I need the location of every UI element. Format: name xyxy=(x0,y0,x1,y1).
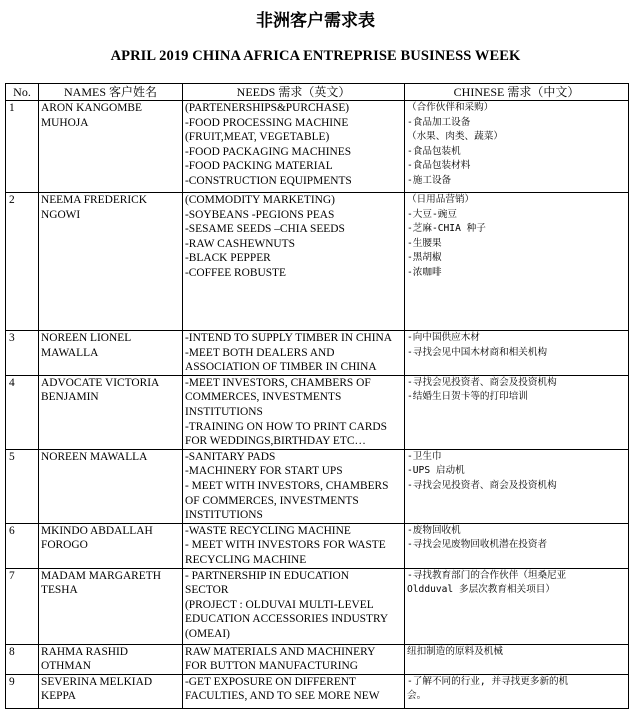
needs-chinese-cell xyxy=(405,523,629,568)
needs-english-cell-line: -SESAME SEEDS –CHIA SEEDS xyxy=(185,223,345,236)
table-row xyxy=(6,568,629,644)
customer-name-cell-line: NGOWI xyxy=(41,208,81,221)
needs-english-cell xyxy=(183,331,405,376)
needs-english-cell-line: FACULTIES, AND TO SEE MORE NEW xyxy=(185,690,380,703)
needs-chinese-cell-line: -了解不同的行业, 并寻找更多新的机 xyxy=(407,675,569,687)
needs-chinese-cell-line: -寻找会见投资者、商会及投资机构 xyxy=(407,376,557,388)
header-chinese: CHINESE 需求（中文） xyxy=(405,84,629,101)
needs-chinese-cell xyxy=(405,193,629,331)
needs-chinese-cell-line: -大豆-豌豆 xyxy=(407,208,457,220)
needs-english-cell-line: -COFFEE ROBUSTE xyxy=(185,266,286,279)
header-needs: NEEDS 需求（英文） xyxy=(183,84,405,101)
customer-name-cell-line: ADVOCATE VICTORIA xyxy=(41,376,160,389)
needs-chinese-cell xyxy=(405,644,629,674)
needs-english-cell-line: (FRUIT,MEAT, VEGETABLE) xyxy=(185,131,330,144)
needs-english-cell-line: -INTEND TO SUPPLY TIMBER IN CHINA xyxy=(185,332,392,344)
needs-chinese-cell xyxy=(405,449,629,523)
needs-english-cell-line: SECTOR xyxy=(185,584,229,597)
needs-english-cell-line: - MEET WITH INVESTORS, CHAMBERS xyxy=(185,479,389,492)
table-row xyxy=(6,193,629,331)
needs-english-cell-line: FOR WEDDINGS,BIRTHDAY ETC… xyxy=(185,435,366,448)
needs-chinese-cell-line: -浓咖啡 xyxy=(407,266,442,278)
customer-name-cell-line: ARON KANGOMBE xyxy=(41,102,142,114)
needs-chinese-cell xyxy=(405,674,629,708)
customer-name-cell-line: BENJAMIN xyxy=(41,391,99,404)
needs-english-cell-line: (PROJECT : OLDUVAI MULTI-LEVEL xyxy=(185,598,374,611)
needs-english-cell-line: EDUCATION ACCESSORIES INDUSTRY xyxy=(185,613,389,626)
needs-chinese-cell-line: -寻找会见中国木材商和相关机构 xyxy=(407,346,548,358)
header-names: NAMES 客户姓名 xyxy=(39,84,183,101)
row-number-cell: 7 xyxy=(6,568,39,644)
needs-english-cell-line: -TRAINING ON HOW TO PRINT CARDS xyxy=(185,420,387,433)
needs-english-cell-line: (COMMODITY MARKETING) xyxy=(185,194,335,206)
needs-english-cell xyxy=(183,568,405,644)
needs-chinese-cell-line: -食品加工设备 xyxy=(407,116,471,128)
needs-english-cell-line: -CONSTRUCTION EQUIPMENTS xyxy=(185,174,352,187)
needs-english-cell-line: -FOOD PROCESSING MACHINE xyxy=(185,116,349,129)
needs-english-cell-line: RAW MATERIALS AND MACHINERY xyxy=(185,645,376,658)
needs-english-cell-line: -MEET BOTH DEALERS AND xyxy=(185,346,335,359)
customer-name-cell-line: NOREEN MAWALLA xyxy=(41,450,148,463)
row-number-cell: 1 xyxy=(6,101,39,193)
needs-english-cell-line: -BLACK PEPPER xyxy=(185,252,271,265)
table-row xyxy=(6,331,629,376)
needs-chinese-cell-line: 会。 xyxy=(407,690,427,702)
customer-name-cell-line: RAHMA RASHID xyxy=(41,645,129,658)
needs-english-cell-line: (OMEAI) xyxy=(185,627,230,640)
needs-english-cell xyxy=(183,101,405,193)
needs-english-cell-line: RECYCLING MACHINE xyxy=(185,553,307,566)
customer-needs-table xyxy=(5,83,629,709)
needs-chinese-cell-line: -卫生巾 xyxy=(407,450,442,462)
needs-chinese-cell-line: -施工设备 xyxy=(407,174,452,186)
row-number-cell: 5 xyxy=(6,449,39,523)
needs-english-cell-line: ASSOCIATION OF TIMBER IN CHINA xyxy=(185,361,377,374)
customer-name-cell-line: MADAM MARGARETH xyxy=(41,569,161,582)
row-number-cell: 9 xyxy=(6,674,39,708)
customer-name-cell-line: OTHMAN xyxy=(41,660,91,673)
needs-english-cell-line: -RAW CASHEWNUTS xyxy=(185,237,295,250)
needs-english-cell-line: -SOYBEANS -PEGIONS PEAS xyxy=(185,208,335,221)
needs-english-cell xyxy=(183,449,405,523)
needs-english-cell xyxy=(183,375,405,449)
needs-chinese-cell-line: -寻找会见废物回收机潜在投资者 xyxy=(407,539,548,551)
table-row xyxy=(6,449,629,523)
needs-chinese-cell-line: （水果、肉类、蔬菜） xyxy=(407,131,503,143)
customer-name-cell xyxy=(39,523,183,568)
needs-chinese-cell-line: （日用品营销） xyxy=(407,194,475,205)
needs-english-cell-line: -SANITARY PADS xyxy=(185,450,276,463)
customer-name-cell-line: MKINDO ABDALLAH xyxy=(41,524,153,537)
table-row xyxy=(6,101,629,193)
needs-chinese-cell xyxy=(405,568,629,644)
row-number-cell: 6 xyxy=(6,523,39,568)
customer-name-cell-line: FOROGO xyxy=(41,539,88,552)
needs-english-cell-line: -FOOD PACKAGING MACHINES xyxy=(185,145,352,158)
row-number-cell: 2 xyxy=(6,193,39,331)
needs-chinese-cell-line: -食品包装材料 xyxy=(407,160,471,172)
row-number-cell: 4 xyxy=(6,375,39,449)
needs-chinese-cell xyxy=(405,101,629,193)
needs-chinese-cell-line: -寻找会见投资者、商会及投资机构 xyxy=(407,479,557,491)
table-row xyxy=(6,375,629,449)
needs-chinese-cell-line: -食品包装机 xyxy=(407,145,461,157)
needs-english-cell-line: -MEET INVESTORS, CHAMBERS OF xyxy=(185,376,371,389)
customer-name-cell-line: KEPPA xyxy=(41,690,77,703)
needs-english-cell-line: - PARTNERSHIP IN EDUCATION xyxy=(185,569,349,582)
needs-english-cell-line: OF COMMERCES, INVESTMENTS xyxy=(185,494,359,507)
needs-chinese-cell-line: （合作伙伴和采购） xyxy=(407,102,494,113)
document-subtitle: APRIL 2019 CHINA AFRICA ENTREPRISE BUSINESS WEEK xyxy=(110,48,521,64)
table-row xyxy=(6,644,629,674)
customer-name-cell-line: NOREEN LIONEL xyxy=(41,332,132,344)
needs-english-cell xyxy=(183,193,405,331)
document-title: 非洲客户需求表 xyxy=(256,11,375,31)
needs-english-cell-line: -FOOD PACKING MATERIAL xyxy=(185,160,333,173)
customer-name-cell xyxy=(39,101,183,193)
customer-name-cell xyxy=(39,568,183,644)
needs-chinese-cell xyxy=(405,331,629,376)
customer-name-cell-line: MUHOJA xyxy=(41,116,89,129)
needs-chinese-cell-line: -寻找教育部门的合作伙伴（坦桑尼亚 xyxy=(407,569,567,581)
needs-english-cell xyxy=(183,674,405,708)
customer-name-cell xyxy=(39,375,183,449)
needs-chinese-cell-line: Oldduval 多层次教育相关项目） xyxy=(407,584,555,596)
needs-chinese-cell-line: -结婚生日贺卡等的打印培训 xyxy=(407,391,528,403)
needs-english-cell-line: INSTITUTIONS xyxy=(185,509,263,522)
table-header-row xyxy=(6,84,629,101)
needs-english-cell-line: - MEET WITH INVESTORS FOR WASTE xyxy=(185,539,386,552)
needs-chinese-cell-line: -向中国供应木材 xyxy=(407,332,480,343)
customer-name-cell xyxy=(39,674,183,708)
table-row xyxy=(6,674,629,708)
needs-english-cell-line: INSTITUTIONS xyxy=(185,405,263,418)
needs-english-cell-line: -WASTE RECYCLING MACHINE xyxy=(185,524,351,537)
needs-english-cell-line: (PARTENERSHIPS&PURCHASE) xyxy=(185,102,350,114)
needs-chinese-cell-line: -生腰果 xyxy=(407,237,442,249)
needs-english-cell xyxy=(183,644,405,674)
needs-english-cell-line: FOR BUTTON MANUFACTURING xyxy=(185,660,358,673)
needs-english-cell-line: -GET EXPOSURE ON DIFFERENT xyxy=(185,675,356,688)
header-no: No. xyxy=(6,84,39,101)
needs-chinese-cell-line: -UPS 启动机 xyxy=(407,465,465,477)
customer-name-cell-line: NEEMA FREDERICK xyxy=(41,194,148,206)
customer-name-cell-line: TESHA xyxy=(41,584,78,597)
needs-chinese-cell xyxy=(405,375,629,449)
customer-name-cell xyxy=(39,644,183,674)
row-number-cell: 3 xyxy=(6,331,39,376)
needs-chinese-cell-line: -黑胡椒 xyxy=(407,252,442,264)
needs-english-cell xyxy=(183,523,405,568)
customer-name-cell-line: SEVERINA MELKIAD xyxy=(41,675,153,688)
needs-chinese-cell-line: -芝麻-CHIA 种子 xyxy=(407,223,486,235)
customer-name-cell xyxy=(39,193,183,331)
needs-english-cell-line: COMMERCES, INVESTMENTS xyxy=(185,391,342,404)
customer-name-cell xyxy=(39,449,183,523)
table-row xyxy=(6,523,629,568)
row-number-cell: 8 xyxy=(6,644,39,674)
needs-chinese-cell-line: -废物回收机 xyxy=(407,524,461,536)
needs-chinese-cell-line: 纽扣制造的原料及机械 xyxy=(407,645,503,657)
customer-name-cell xyxy=(39,331,183,376)
needs-english-cell-line: -MACHINERY FOR START UPS xyxy=(185,465,343,478)
customer-name-cell-line: MAWALLA xyxy=(41,346,99,359)
